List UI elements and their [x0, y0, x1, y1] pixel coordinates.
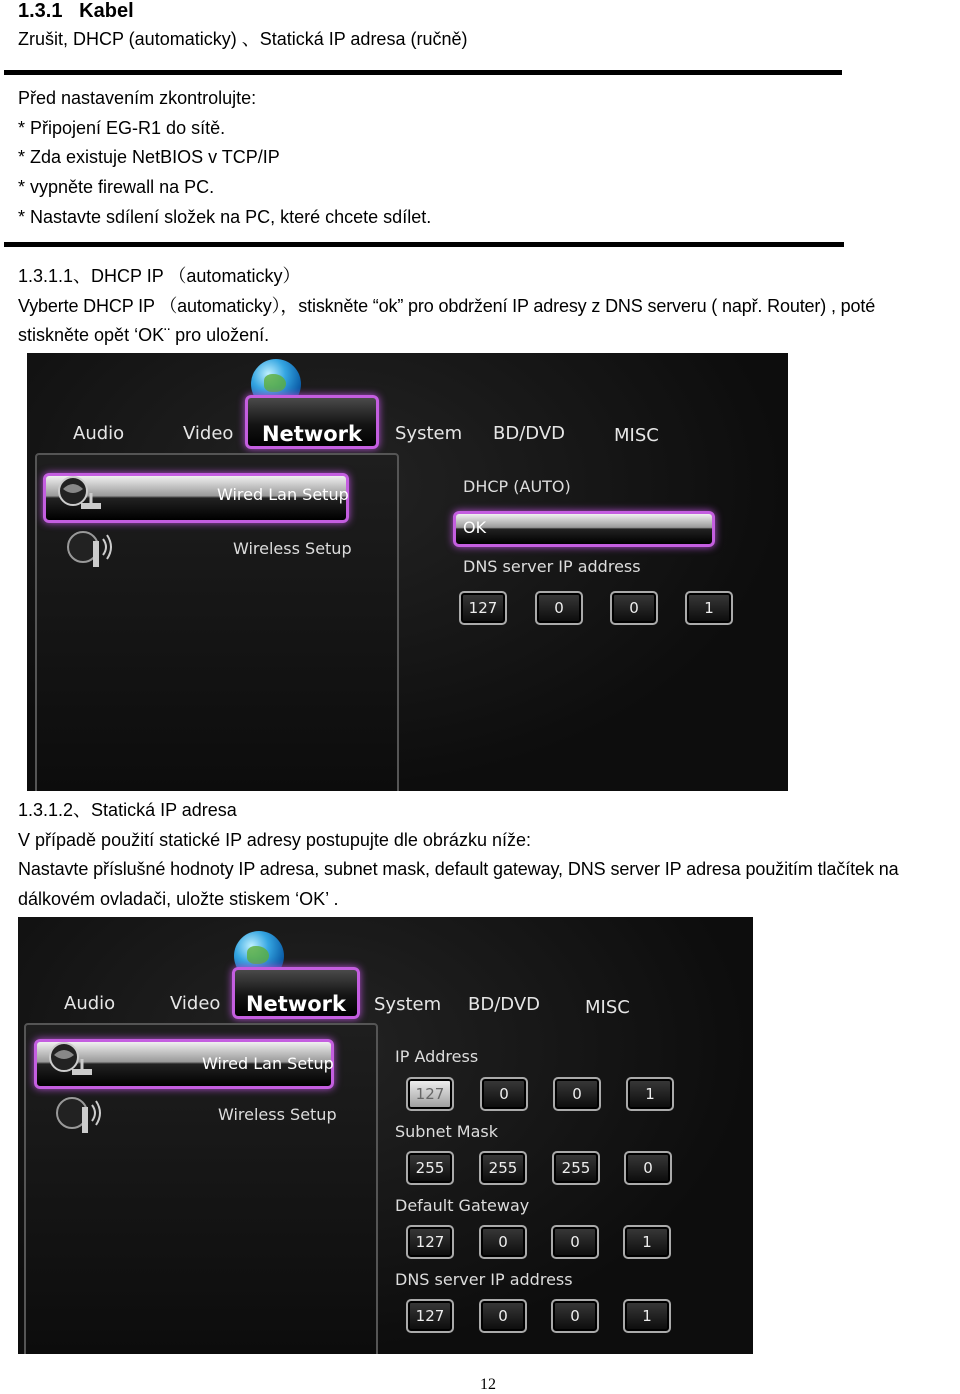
tab-video[interactable]: Video — [183, 423, 234, 444]
tab-network[interactable]: Network — [245, 395, 379, 449]
tab-misc[interactable]: MISC — [614, 425, 659, 446]
gateway-octet-1[interactable]: 127 — [406, 1225, 454, 1259]
static-ip-screenshot — [18, 917, 753, 1354]
section2-title: 1.3.1.2、Statická IP adresa — [18, 800, 237, 820]
tab-network[interactable]: Network — [232, 967, 360, 1019]
gateway-octet-4[interactable]: 1 — [623, 1225, 671, 1259]
divider-top — [4, 70, 842, 75]
dhcp-screenshot — [27, 353, 788, 791]
tab-bd-dvd[interactable]: BD/DVD — [468, 994, 540, 1015]
default-gateway-label: Default Gateway — [395, 1196, 530, 1215]
gateway-octet-2[interactable]: 0 — [479, 1225, 527, 1259]
ip-octet-3[interactable]: 0 — [553, 1077, 601, 1111]
section2-text: V případě použití statické IP adresy postupujte dle obrázku níže: — [18, 830, 531, 850]
checklist-item: * Nastavte sdílení složek na PC, které chcete sdílet. — [18, 207, 432, 227]
subtitle: Zrušit, DHCP (automaticky) 、Statická IP adresa (ručně) — [18, 29, 468, 49]
section1-text: stiskněte opět ‘OK¨ pro uložení. — [18, 325, 270, 345]
ip-address-label: IP Address — [395, 1047, 479, 1066]
heading-number: 1.3.1 — [18, 0, 63, 22]
tab-system[interactable]: System — [395, 423, 463, 444]
mask-octet-2[interactable]: 255 — [479, 1151, 527, 1185]
section1-text: Vyberte DHCP IP （automaticky），stiskněte “ok” pro obdržení IP adresy z DNS serveru ( např. Router) , poté — [18, 296, 876, 316]
dns-octet-1[interactable]: 127 — [406, 1299, 454, 1333]
dns-octet-3[interactable]: 0 — [610, 591, 658, 625]
ip-octet-4[interactable]: 1 — [626, 1077, 674, 1111]
section2-text: dálkovém ovladači, uložte stiskem ‘OK’ . — [18, 889, 339, 909]
checklist-item: * Zda existuje NetBIOS v TCP/IP — [18, 147, 280, 167]
wired-network-icon — [48, 1041, 98, 1081]
ok-option-label: OK — [463, 518, 487, 537]
dns-octet-2[interactable]: 0 — [479, 1299, 527, 1333]
section1-title: 1.3.1.1、DHCP IP （automaticky） — [18, 266, 301, 286]
checklist-item: * vypněte firewall na PC. — [18, 177, 215, 197]
dns-octet-2[interactable]: 0 — [535, 591, 583, 625]
section-heading — [18, 0, 134, 22]
subnet-mask-label: Subnet Mask — [395, 1122, 499, 1141]
wireless-setup-item[interactable]: Wireless Setup — [218, 1105, 337, 1124]
page-number: 12 — [480, 1376, 496, 1393]
tab-misc[interactable]: MISC — [585, 997, 630, 1018]
tab-audio[interactable]: Audio — [64, 993, 116, 1014]
dns-octet-1[interactable]: 127 — [459, 591, 507, 625]
wired-lan-setup-label: Wired Lan Setup — [217, 485, 349, 504]
ip-octet-1[interactable]: 127 — [406, 1077, 454, 1111]
dns-label: DNS server IP address — [395, 1270, 573, 1289]
wireless-icon — [52, 1095, 102, 1135]
mask-octet-1[interactable]: 255 — [406, 1151, 454, 1185]
tab-system[interactable]: System — [374, 994, 442, 1015]
mask-octet-3[interactable]: 255 — [552, 1151, 600, 1185]
wireless-setup-item[interactable]: Wireless Setup — [233, 539, 352, 558]
wired-lan-setup-label: Wired Lan Setup — [202, 1054, 334, 1073]
checklist-intro: Před nastavením zkontrolujte: — [18, 88, 257, 108]
dns-octet-3[interactable]: 0 — [551, 1299, 599, 1333]
dns-label: DNS server IP address — [463, 557, 641, 576]
tab-audio[interactable]: Audio — [73, 423, 125, 444]
section2-text: Nastavte příslušné hodnoty IP adresa, subnet mask, default gateway, DNS server IP adresa použitím tlačítek na — [18, 859, 899, 879]
divider-bottom — [4, 242, 844, 247]
heading-title: Kabel — [79, 0, 134, 22]
wired-network-icon — [57, 475, 107, 515]
ok-option[interactable] — [453, 511, 715, 547]
dns-octet-4[interactable]: 1 — [685, 591, 733, 625]
gateway-octet-3[interactable]: 0 — [551, 1225, 599, 1259]
checklist-item: * Připojení EG-R1 do sítě. — [18, 118, 226, 138]
mask-octet-4[interactable]: 0 — [624, 1151, 672, 1185]
ip-octet-2[interactable]: 0 — [480, 1077, 528, 1111]
dhcp-mode-label: DHCP (AUTO) — [463, 477, 571, 496]
tab-bd-dvd[interactable]: BD/DVD — [493, 423, 565, 444]
dns-octet-4[interactable]: 1 — [623, 1299, 671, 1333]
wireless-icon — [63, 529, 113, 569]
tab-video[interactable]: Video — [170, 993, 221, 1014]
